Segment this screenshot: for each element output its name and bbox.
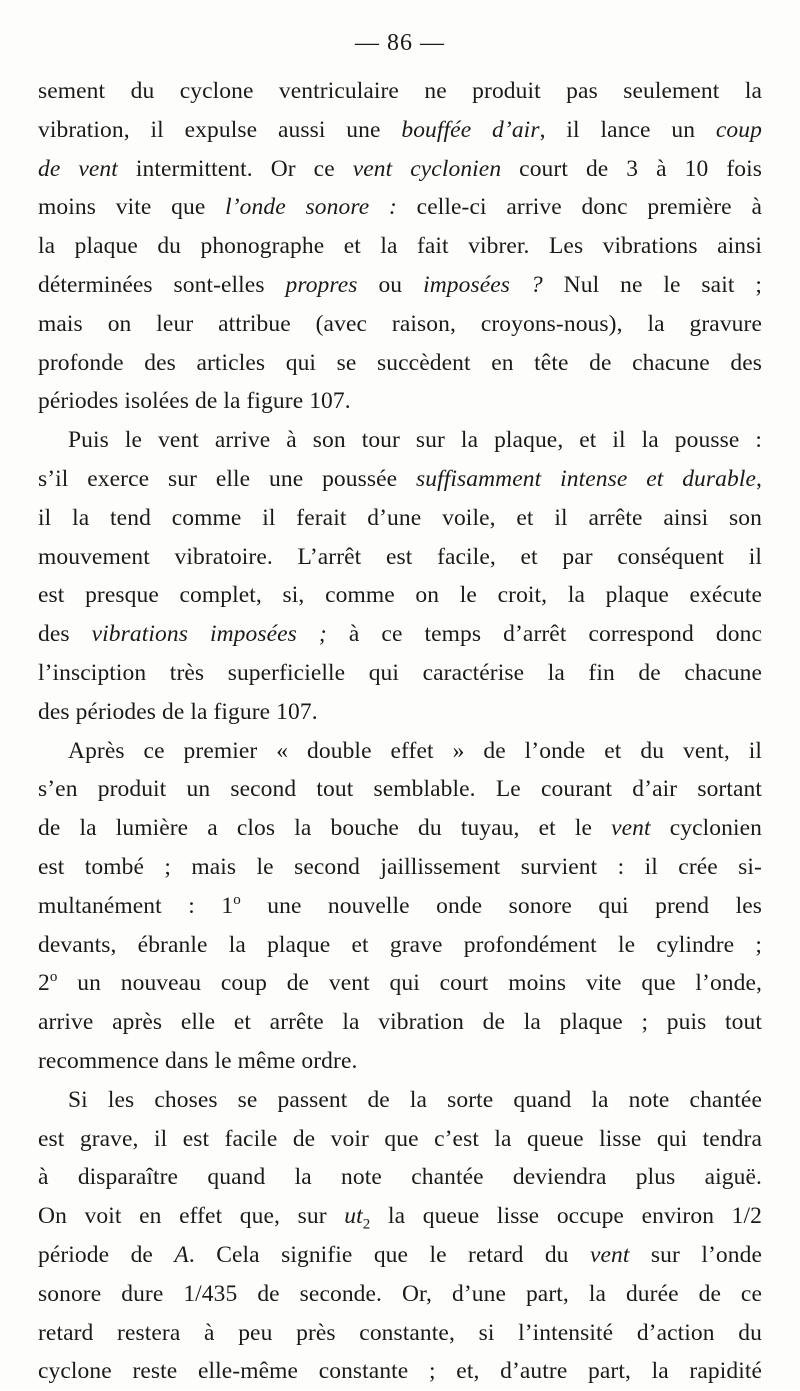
- text-line: [38, 305, 762, 344]
- text-line: [38, 576, 762, 615]
- text-run: cyclone reste elle-même constante ; et, d’autre part, la rapidité: [38, 1358, 762, 1385]
- text-line: [38, 499, 762, 538]
- italic-run: bouffée d’air: [401, 116, 540, 143]
- text-line: [38, 1042, 762, 1081]
- text-line: [38, 227, 762, 266]
- text-line: [38, 770, 762, 809]
- text-line: [38, 964, 762, 1003]
- text-line: [38, 1120, 762, 1159]
- text-run: retard restera à peu près constante, si l’intensité d’action du: [38, 1319, 762, 1346]
- text-run: moins vite que: [38, 194, 226, 221]
- text-line: [38, 111, 762, 150]
- text-run: l’insciption très superficielle qui caractérise la fin de chacune: [38, 659, 762, 686]
- text-run: 2: [38, 970, 50, 997]
- text-run: Puis le vent arrive à son tour sur la plaque, et il la pousse :: [68, 427, 762, 454]
- text-line: [38, 1236, 762, 1275]
- text-run: , il lance un: [539, 116, 716, 143]
- italic-run: vent cyclonien: [352, 155, 502, 182]
- text-line: [38, 150, 762, 189]
- text-run: s’en produit un second tout semblable. Le courant d’air sortant: [38, 776, 762, 803]
- text-line: [38, 809, 762, 848]
- text-run: un nouveau coup de vent qui court moins vite que l’onde,: [57, 970, 762, 997]
- text-run: devants, ébranle la plaque et grave profondément le cylindre ;: [38, 931, 762, 958]
- text-line: [38, 848, 762, 887]
- italic-run: propres: [285, 271, 358, 298]
- text-run: cyclonien: [650, 815, 762, 842]
- text-run: des: [38, 621, 92, 648]
- text-run: recommence dans le même ordre.: [38, 1047, 358, 1074]
- text-run: Nul ne le sait ;: [542, 271, 762, 298]
- text-line: [38, 1314, 762, 1353]
- text-line: [38, 732, 762, 771]
- text-line: [38, 188, 762, 227]
- text-line: [38, 421, 762, 460]
- text-run: vibration, il expulse aussi une: [38, 116, 402, 143]
- text-run: ,: [756, 465, 762, 492]
- text-line: [38, 615, 762, 654]
- text-line: [38, 1003, 762, 1042]
- text-run: est grave, il est facile de voir que c’est la queue lisse qui tendra: [38, 1125, 762, 1152]
- text-run: est presque complet, si, comme on le croit, la plaque exécute: [38, 582, 762, 609]
- text-run: ou: [357, 271, 424, 298]
- text-run: sur l’onde: [629, 1241, 762, 1268]
- text-run: Après ce premier « double effet » de l’onde et du vent, il: [68, 737, 762, 764]
- text-run: s’il exerce sur elle une poussée: [38, 465, 417, 492]
- body-text: [38, 72, 762, 1391]
- text-run: mouvement vibratoire. L’arrêt est facile, et par conséquent il: [38, 543, 762, 570]
- italic-run: vent: [611, 815, 651, 842]
- text-line: [38, 1275, 762, 1314]
- text-run: Si les choses se passent de la sorte quand la note chantée: [68, 1086, 762, 1113]
- text-run: à disparaître quand la note chantée deviendra plus aiguë.: [38, 1164, 762, 1191]
- text-line: [38, 654, 762, 693]
- text-run: . Cela signifie que le retard du: [188, 1241, 590, 1268]
- text-run: déterminées sont-elles: [38, 271, 286, 298]
- text-line: [38, 266, 762, 305]
- text-line: [38, 926, 762, 965]
- text-run: On voit en effet que, sur: [38, 1203, 345, 1230]
- text-run: la plaque du phonographe et la fait vibrer. Les vibrations ainsi: [38, 233, 762, 260]
- text-run: de la lumière a clos la bouche du tuyau, et le: [38, 815, 612, 842]
- text-run: mais on leur attribue (avec raison, croyons-nous), la gravure: [38, 310, 762, 337]
- italic-run: coup: [715, 116, 762, 143]
- text-run: périodes isolées de la figure 107.: [38, 388, 351, 415]
- text-run: intermittent. Or ce: [117, 155, 353, 182]
- text-run: période de: [38, 1241, 175, 1268]
- text-line: [38, 887, 762, 926]
- text-run: multanément : 1: [38, 892, 234, 919]
- text-run: il la tend comme il ferait d’une voile, et il arrête ainsi son: [38, 504, 762, 531]
- text-run: une nouvelle onde sonore qui prend les: [240, 892, 762, 919]
- text-run: court de 3 à 10 fois: [501, 155, 762, 182]
- text-run: est tombé ; mais le second jaillissement survient : il crée si-: [38, 853, 762, 880]
- text-line: [38, 382, 762, 421]
- italic-run: de vent: [38, 155, 118, 182]
- text-run: la queue lisse occupe environ 1/2: [370, 1203, 762, 1230]
- italic-run: A: [174, 1241, 189, 1268]
- superscript-run: o: [49, 969, 58, 986]
- text-line: [38, 1081, 762, 1120]
- italic-run: vent: [589, 1241, 630, 1268]
- text-line: [38, 1158, 762, 1197]
- text-line: [38, 460, 762, 499]
- text-run: profonde des articles qui se succèdent en tête de chacune des: [38, 349, 762, 376]
- text-run: sonore dure 1/435 de seconde. Or, d’une part, la durée de ce: [38, 1280, 762, 1307]
- text-line: [38, 538, 762, 577]
- subscript-run: 2: [362, 1216, 371, 1233]
- text-line: [38, 344, 762, 383]
- text-run: arrive après elle et arrête la vibration de la plaque ; puis tout: [38, 1009, 762, 1036]
- text-run: sement du cyclone ventriculaire ne produit pas seulement la: [38, 78, 762, 104]
- text-run: à ce temps d’arrêt correspond donc: [326, 621, 762, 648]
- page-number: — 86 —: [355, 30, 445, 56]
- italic-run: imposées ?: [423, 271, 543, 298]
- text-line: [38, 693, 762, 732]
- italic-run: l’onde sonore :: [225, 194, 397, 221]
- superscript-run: o: [233, 891, 241, 908]
- italic-run: ut: [344, 1203, 363, 1230]
- italic-run: suffisamment intense et durable: [416, 465, 757, 492]
- text-run: celle-ci arrive donc première à: [396, 194, 762, 221]
- italic-run: vibrations imposées ;: [91, 621, 327, 648]
- text-line: [38, 72, 762, 111]
- text-run: des périodes de la figure 107.: [38, 698, 318, 725]
- text-line: [38, 1197, 762, 1236]
- text-line: [38, 1352, 762, 1391]
